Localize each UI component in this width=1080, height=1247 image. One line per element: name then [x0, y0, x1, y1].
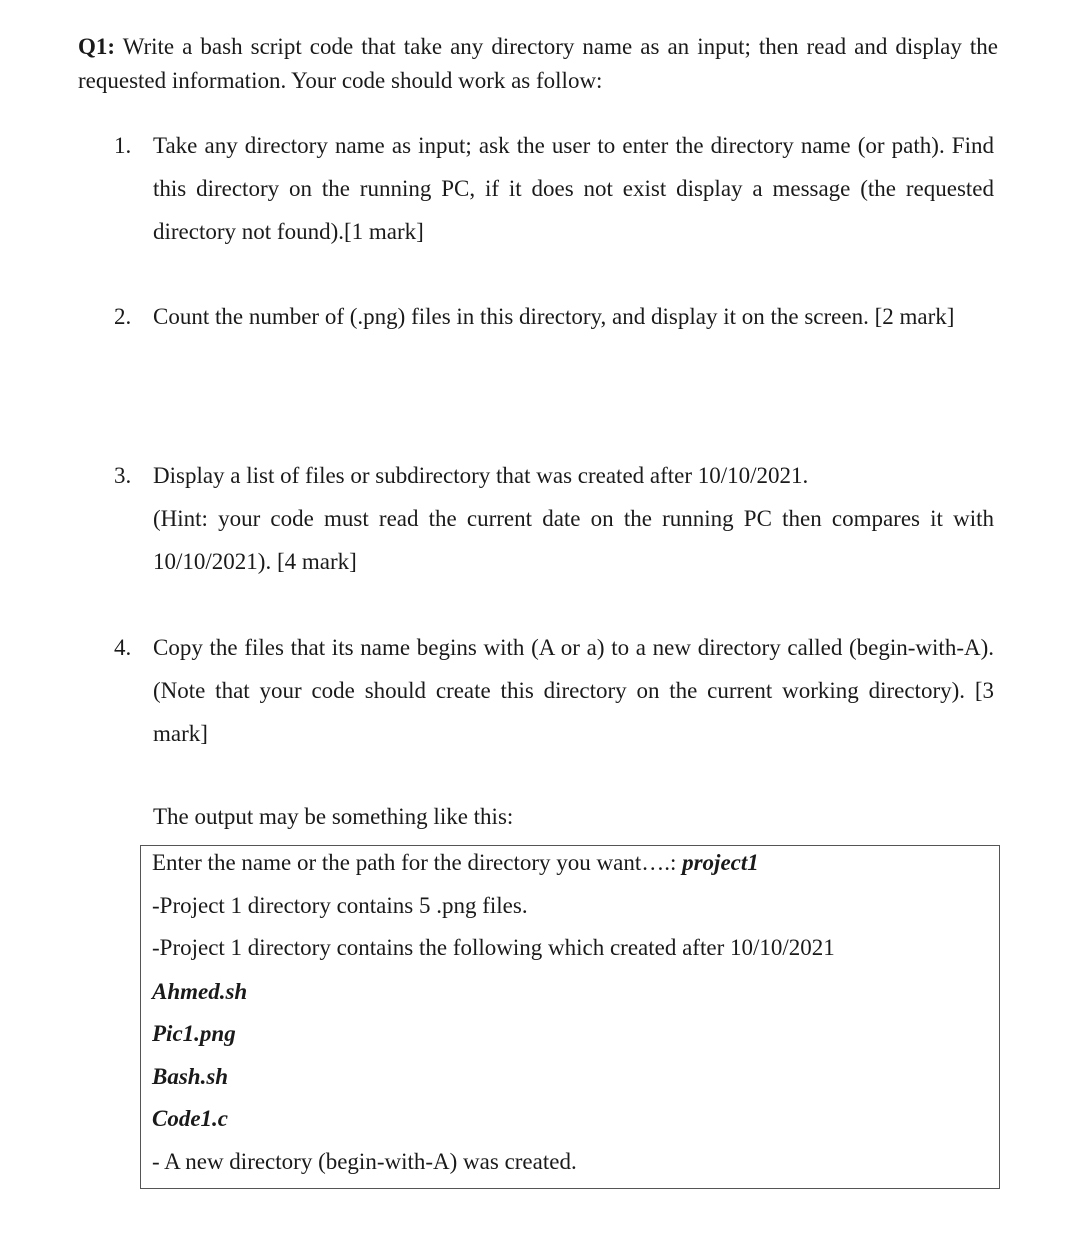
list-item-text: Take any directory name as input; ask the user to enter the directory name (or path). Find this directory on the running PC, if it does not exist display a message (the requested directory not found).[1 mark]: [153, 133, 994, 244]
list-item-number: 3.: [114, 463, 132, 488]
list-item-number: 2.: [114, 304, 132, 329]
list-item-1: [114, 124, 994, 253]
output-file-name: Code1.c: [152, 1106, 229, 1131]
list-item-4: [114, 626, 994, 755]
list-item-number: 4.: [114, 635, 132, 660]
list-item-3: [114, 454, 994, 583]
output-intro: The output may be something like this:: [153, 804, 514, 829]
output-prompt-text: Enter the name or the path for the directory you want….:: [152, 850, 683, 875]
question-body: Write a bash script code that take any directory name as an input; then read and display the requested information. Your code should work as follow:: [78, 34, 998, 93]
output-file-name: Ahmed.sh: [152, 979, 248, 1004]
question-label: Q1:: [78, 34, 116, 59]
output-file-name: Bash.sh: [152, 1064, 229, 1089]
list-item-text: Display a list of files or subdirectory that was created after 10/10/2021.: [153, 463, 809, 488]
output-created-after-line: -Project 1 directory contains the following which created after 10/10/2021: [152, 935, 835, 960]
list-item-2: [114, 295, 994, 338]
output-new-dir-line: - A new directory (begin-with-A) was created.: [152, 1149, 577, 1174]
question-text: [78, 30, 998, 98]
sample-output-box: [140, 845, 1000, 1189]
output-png-count-line: -Project 1 directory contains 5 .png files.: [152, 893, 528, 918]
output-file-name: Pic1.png: [152, 1021, 236, 1046]
list-item-number: 1.: [114, 133, 132, 158]
list-item-text: Copy the files that its name begins with (A or a) to a new directory called (begin-with-A). (Note that your code should create this directory on the current working directory). [3 mark]: [153, 635, 994, 746]
output-prompt-line: [152, 848, 759, 878]
output-prompt-value: project1: [682, 850, 759, 875]
list-item-hint: (Hint: your code must read the current date on the running PC then compares it with 10/10/2021). [4 mark]: [153, 506, 994, 574]
list-item-text: Count the number of (.png) files in this directory, and display it on the screen. [2 mark]: [153, 304, 955, 329]
